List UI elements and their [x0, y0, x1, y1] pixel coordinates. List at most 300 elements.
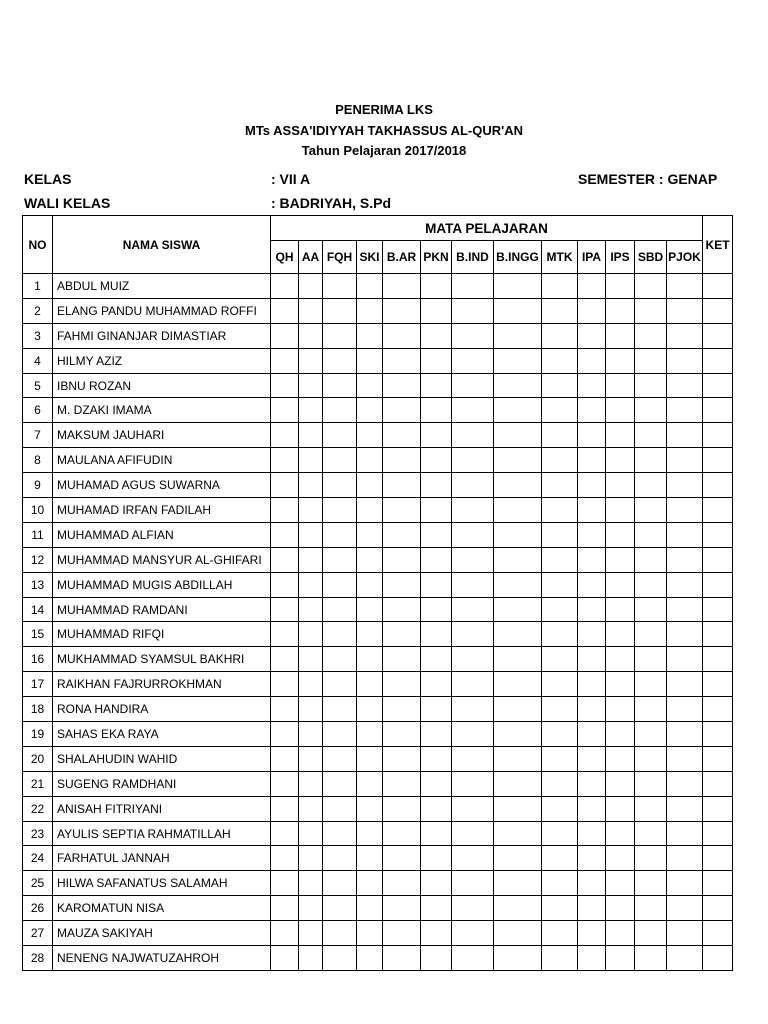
subject-cell: [421, 846, 452, 871]
row-number: 3: [23, 323, 53, 348]
header-student-name: NAMA SISWA: [53, 216, 271, 274]
subject-cell: [667, 298, 703, 323]
subject-cell: [383, 896, 421, 921]
student-name: MUHAMMAD ALFIAN: [53, 522, 271, 547]
subject-cell: [578, 348, 606, 373]
row-number: 23: [23, 821, 53, 846]
student-name: ANISAH FITRIYANI: [53, 796, 271, 821]
remarks-cell: [703, 398, 733, 423]
subject-cell: [421, 746, 452, 771]
subject-cell: [635, 697, 667, 722]
remarks-cell: [703, 896, 733, 921]
subject-cell: [452, 473, 494, 498]
student-name: IBNU ROZAN: [53, 373, 271, 398]
subject-cell: [667, 348, 703, 373]
subject-cell: [635, 498, 667, 523]
subject-cell: [635, 547, 667, 572]
subject-cell: [606, 274, 635, 299]
remarks-cell: [703, 348, 733, 373]
student-name: M. DZAKI IMAMA: [53, 398, 271, 423]
subject-cell: [383, 672, 421, 697]
subject-cell: [635, 921, 667, 946]
subject-cell: [357, 572, 383, 597]
subject-cell: [494, 473, 542, 498]
subject-header: MTK: [542, 241, 578, 274]
subject-cell: [606, 622, 635, 647]
subject-cell: [542, 771, 578, 796]
table-row: [23, 946, 733, 971]
subject-cell: [606, 796, 635, 821]
subject-cell: [299, 871, 323, 896]
subject-cell: [542, 348, 578, 373]
subject-cell: [323, 647, 357, 672]
table-row: [23, 373, 733, 398]
table-row: [23, 622, 733, 647]
row-number: 7: [23, 423, 53, 448]
header-no: NO: [23, 216, 53, 274]
subject-cell: [578, 373, 606, 398]
subject-cell: [667, 771, 703, 796]
subject-cell: [357, 473, 383, 498]
student-name: MUHAMMAD RIFQI: [53, 622, 271, 647]
subject-cell: [494, 572, 542, 597]
subject-cell: [452, 323, 494, 348]
table-row: [23, 871, 733, 896]
subject-cell: [299, 722, 323, 747]
subject-cell: [271, 846, 299, 871]
subject-cell: [357, 323, 383, 348]
homeroom-teacher-value: : BADRIYAH, S.Pd: [271, 195, 392, 211]
subject-cell: [452, 896, 494, 921]
subject-cell: [357, 821, 383, 846]
subject-cell: [271, 398, 299, 423]
subject-cell: [299, 448, 323, 473]
subject-cell: [452, 821, 494, 846]
subject-cell: [667, 846, 703, 871]
subject-cell: [494, 896, 542, 921]
subject-cell: [357, 597, 383, 622]
subject-cell: [323, 448, 357, 473]
student-name: MUHAMMAD MUGIS ABDILLAH: [53, 572, 271, 597]
student-roster-table: [22, 215, 733, 971]
student-name: RAIKHAN FAJRURROKHMAN: [53, 672, 271, 697]
subject-cell: [357, 946, 383, 971]
table-row: [23, 547, 733, 572]
remarks-cell: [703, 547, 733, 572]
subject-cell: [357, 871, 383, 896]
subject-cell: [383, 572, 421, 597]
subject-cell: [299, 771, 323, 796]
subject-cell: [299, 921, 323, 946]
subject-cell: [667, 373, 703, 398]
subject-cell: [635, 746, 667, 771]
subject-cell: [606, 771, 635, 796]
student-name: MAUZA SAKIYAH: [53, 921, 271, 946]
subject-cell: [271, 572, 299, 597]
student-name: SAHAS EKA RAYA: [53, 722, 271, 747]
subject-cell: [299, 572, 323, 597]
remarks-cell: [703, 597, 733, 622]
subject-cell: [452, 846, 494, 871]
row-number: 22: [23, 796, 53, 821]
subject-cell: [542, 572, 578, 597]
subject-cell: [383, 348, 421, 373]
subject-cell: [452, 771, 494, 796]
row-number: 19: [23, 722, 53, 747]
subject-cell: [271, 348, 299, 373]
table-row: [23, 473, 733, 498]
subject-cell: [578, 946, 606, 971]
table-row: [23, 522, 733, 547]
subject-header: IPA: [578, 241, 606, 274]
remarks-cell: [703, 771, 733, 796]
subject-cell: [542, 448, 578, 473]
subject-cell: [271, 522, 299, 547]
subject-cell: [383, 473, 421, 498]
subject-header: AA: [299, 241, 323, 274]
table-row: [23, 846, 733, 871]
subject-cell: [667, 697, 703, 722]
subject-cell: [421, 473, 452, 498]
student-name: MUHAMMAD RAMDANI: [53, 597, 271, 622]
row-number: 12: [23, 547, 53, 572]
subject-cell: [323, 423, 357, 448]
subject-cell: [421, 946, 452, 971]
subject-cell: [299, 373, 323, 398]
subject-cell: [271, 722, 299, 747]
subject-cell: [271, 821, 299, 846]
student-name: HILMY AZIZ: [53, 348, 271, 373]
subject-cell: [578, 547, 606, 572]
subject-cell: [578, 647, 606, 672]
subject-cell: [494, 647, 542, 672]
subject-cell: [271, 473, 299, 498]
subject-cell: [421, 423, 452, 448]
subject-cell: [357, 722, 383, 747]
subject-cell: [452, 298, 494, 323]
subject-cell: [542, 647, 578, 672]
homeroom-teacher-label: WALI KELAS: [24, 195, 111, 211]
subject-cell: [383, 274, 421, 299]
subject-cell: [635, 448, 667, 473]
subject-cell: [299, 746, 323, 771]
table-row: [23, 722, 733, 747]
subject-cell: [383, 298, 421, 323]
subject-cell: [421, 697, 452, 722]
subject-cell: [271, 323, 299, 348]
table-row: [23, 572, 733, 597]
remarks-cell: [703, 846, 733, 871]
student-name: MUKHAMMAD SYAMSUL BAKHRI: [53, 647, 271, 672]
table-row: [23, 298, 733, 323]
student-name: SHALAHUDIN WAHID: [53, 746, 271, 771]
subject-cell: [542, 871, 578, 896]
subject-cell: [421, 448, 452, 473]
subject-cell: [635, 672, 667, 697]
subject-cell: [357, 373, 383, 398]
subject-cell: [578, 572, 606, 597]
remarks-cell: [703, 373, 733, 398]
remarks-cell: [703, 522, 733, 547]
table-row: [23, 398, 733, 423]
subject-cell: [421, 622, 452, 647]
subject-cell: [542, 672, 578, 697]
subject-cell: [357, 921, 383, 946]
subject-cell: [421, 871, 452, 896]
subject-cell: [667, 622, 703, 647]
subject-cell: [323, 597, 357, 622]
subject-cell: [667, 647, 703, 672]
table-row: [23, 498, 733, 523]
subject-cell: [494, 821, 542, 846]
remarks-cell: [703, 746, 733, 771]
table-row: [23, 423, 733, 448]
subject-cell: [606, 722, 635, 747]
class-info-row: [24, 168, 744, 190]
subject-cell: [494, 871, 542, 896]
subject-cell: [357, 771, 383, 796]
subject-cell: [635, 821, 667, 846]
roster-body: [23, 274, 733, 971]
subject-cell: [542, 746, 578, 771]
subject-cell: [494, 846, 542, 871]
subject-cell: [542, 323, 578, 348]
subject-cell: [421, 722, 452, 747]
subject-cell: [357, 672, 383, 697]
subject-cell: [606, 323, 635, 348]
table-row: [23, 672, 733, 697]
student-name: MAKSUM JAUHARI: [53, 423, 271, 448]
subject-cell: [452, 921, 494, 946]
subject-cell: [667, 946, 703, 971]
row-number: 1: [23, 274, 53, 299]
student-name: FARHATUL JANNAH: [53, 846, 271, 871]
subject-cell: [383, 697, 421, 722]
subject-cell: [271, 921, 299, 946]
subject-cell: [383, 373, 421, 398]
subject-cell: [667, 498, 703, 523]
subject-cell: [357, 846, 383, 871]
student-name: KAROMATUN NISA: [53, 896, 271, 921]
subject-cell: [452, 672, 494, 697]
subject-cell: [667, 871, 703, 896]
subject-cell: [494, 547, 542, 572]
subject-cell: [271, 597, 299, 622]
row-number: 5: [23, 373, 53, 398]
subject-cell: [452, 448, 494, 473]
table-row: [23, 323, 733, 348]
subject-cell: [452, 398, 494, 423]
subject-cell: [578, 597, 606, 622]
subject-cell: [421, 796, 452, 821]
subject-cell: [578, 871, 606, 896]
subject-cell: [299, 647, 323, 672]
subject-cell: [635, 597, 667, 622]
subject-cell: [299, 298, 323, 323]
student-name: MUHAMMAD MANSYUR AL-GHIFARI: [53, 547, 271, 572]
subject-cell: [271, 448, 299, 473]
subject-cell: [357, 498, 383, 523]
remarks-cell: [703, 274, 733, 299]
remarks-cell: [703, 423, 733, 448]
subject-cell: [667, 522, 703, 547]
class-value: : VII A: [271, 171, 311, 187]
subject-cell: [606, 946, 635, 971]
subject-cell: [667, 448, 703, 473]
subject-cell: [421, 348, 452, 373]
subject-cell: [667, 722, 703, 747]
subject-cell: [383, 846, 421, 871]
homeroom-teacher-row: [24, 192, 744, 214]
subject-cell: [271, 896, 299, 921]
subject-cell: [299, 796, 323, 821]
row-number: 17: [23, 672, 53, 697]
subject-cell: [323, 547, 357, 572]
subject-cell: [421, 274, 452, 299]
subject-cell: [635, 423, 667, 448]
subject-cell: [667, 423, 703, 448]
class-label: KELAS: [24, 171, 72, 187]
subject-cell: [667, 398, 703, 423]
subject-cell: [606, 398, 635, 423]
subject-cell: [357, 398, 383, 423]
subject-cell: [271, 946, 299, 971]
subject-cell: [494, 722, 542, 747]
subject-cell: [635, 323, 667, 348]
subject-cell: [271, 647, 299, 672]
subject-cell: [271, 298, 299, 323]
subject-cell: [542, 946, 578, 971]
subject-cell: [452, 697, 494, 722]
subject-cell: [421, 298, 452, 323]
subject-cell: [323, 946, 357, 971]
subject-cell: [542, 846, 578, 871]
subject-cell: [578, 398, 606, 423]
subject-cell: [452, 547, 494, 572]
subject-cell: [578, 796, 606, 821]
subject-cell: [383, 423, 421, 448]
subject-cell: [606, 572, 635, 597]
row-number: 8: [23, 448, 53, 473]
subject-header: B.INGG: [494, 241, 542, 274]
subject-cell: [542, 697, 578, 722]
subject-cell: [578, 771, 606, 796]
subject-cell: [299, 473, 323, 498]
remarks-cell: [703, 298, 733, 323]
subject-cell: [635, 373, 667, 398]
remarks-cell: [703, 796, 733, 821]
subject-header: B.AR: [383, 241, 421, 274]
subject-cell: [494, 448, 542, 473]
subject-cell: [323, 298, 357, 323]
subject-cell: [271, 746, 299, 771]
subject-cell: [452, 597, 494, 622]
subject-cell: [452, 796, 494, 821]
subject-cell: [667, 547, 703, 572]
subject-cell: [578, 697, 606, 722]
subject-cell: [323, 921, 357, 946]
row-number: 20: [23, 746, 53, 771]
subject-cell: [542, 522, 578, 547]
subject-cell: [323, 746, 357, 771]
subject-cell: [542, 921, 578, 946]
subject-cell: [635, 274, 667, 299]
subject-cell: [299, 697, 323, 722]
subject-cell: [494, 298, 542, 323]
row-number: 18: [23, 697, 53, 722]
subject-cell: [606, 373, 635, 398]
subject-cell: [271, 771, 299, 796]
subject-cell: [542, 796, 578, 821]
subject-cell: [452, 522, 494, 547]
school-name: MTs ASSA'IDIYYAH TAKHASSUS AL-QUR'AN: [245, 122, 523, 138]
subject-cell: [452, 423, 494, 448]
subject-cell: [606, 498, 635, 523]
subject-cell: [271, 547, 299, 572]
subject-cell: [578, 622, 606, 647]
remarks-cell: [703, 821, 733, 846]
subject-cell: [578, 448, 606, 473]
table-row: [23, 921, 733, 946]
subject-cell: [606, 348, 635, 373]
row-number: 10: [23, 498, 53, 523]
subject-cell: [383, 448, 421, 473]
subject-cell: [452, 373, 494, 398]
remarks-cell: [703, 946, 733, 971]
subject-cell: [383, 647, 421, 672]
subject-cell: [667, 796, 703, 821]
subject-cell: [323, 572, 357, 597]
subject-cell: [542, 473, 578, 498]
remarks-cell: [703, 572, 733, 597]
subject-cell: [323, 398, 357, 423]
subject-cell: [271, 796, 299, 821]
subject-cell: [578, 921, 606, 946]
academic-year: Tahun Pelajaran 2017/2018: [301, 143, 467, 158]
subject-cell: [357, 796, 383, 821]
subject-cell: [494, 423, 542, 448]
subject-cell: [578, 722, 606, 747]
student-name: ELANG PANDU MUHAMMAD ROFFI: [53, 298, 271, 323]
subject-header: SBD: [635, 241, 667, 274]
student-name: AYULIS SEPTIA RAHMATILLAH: [53, 821, 271, 846]
subject-cell: [542, 622, 578, 647]
subject-cell: [606, 647, 635, 672]
subject-cell: [578, 821, 606, 846]
row-number: 9: [23, 473, 53, 498]
subject-cell: [357, 746, 383, 771]
subject-cell: [635, 722, 667, 747]
table-row: [23, 796, 733, 821]
student-name: FAHMI GINANJAR DIMASTIAR: [53, 323, 271, 348]
subject-cell: [635, 846, 667, 871]
subject-cell: [494, 373, 542, 398]
subject-cell: [271, 871, 299, 896]
subject-cell: [494, 771, 542, 796]
subject-cell: [299, 896, 323, 921]
remarks-cell: [703, 622, 733, 647]
student-name: NENENG NAJWATUZAHROH: [53, 946, 271, 971]
subject-cell: [635, 946, 667, 971]
subject-cell: [323, 896, 357, 921]
subject-cell: [606, 697, 635, 722]
subject-cell: [542, 274, 578, 299]
subject-cell: [578, 423, 606, 448]
subject-cell: [383, 746, 421, 771]
remarks-cell: [703, 323, 733, 348]
row-number: 13: [23, 572, 53, 597]
subject-cell: [323, 846, 357, 871]
